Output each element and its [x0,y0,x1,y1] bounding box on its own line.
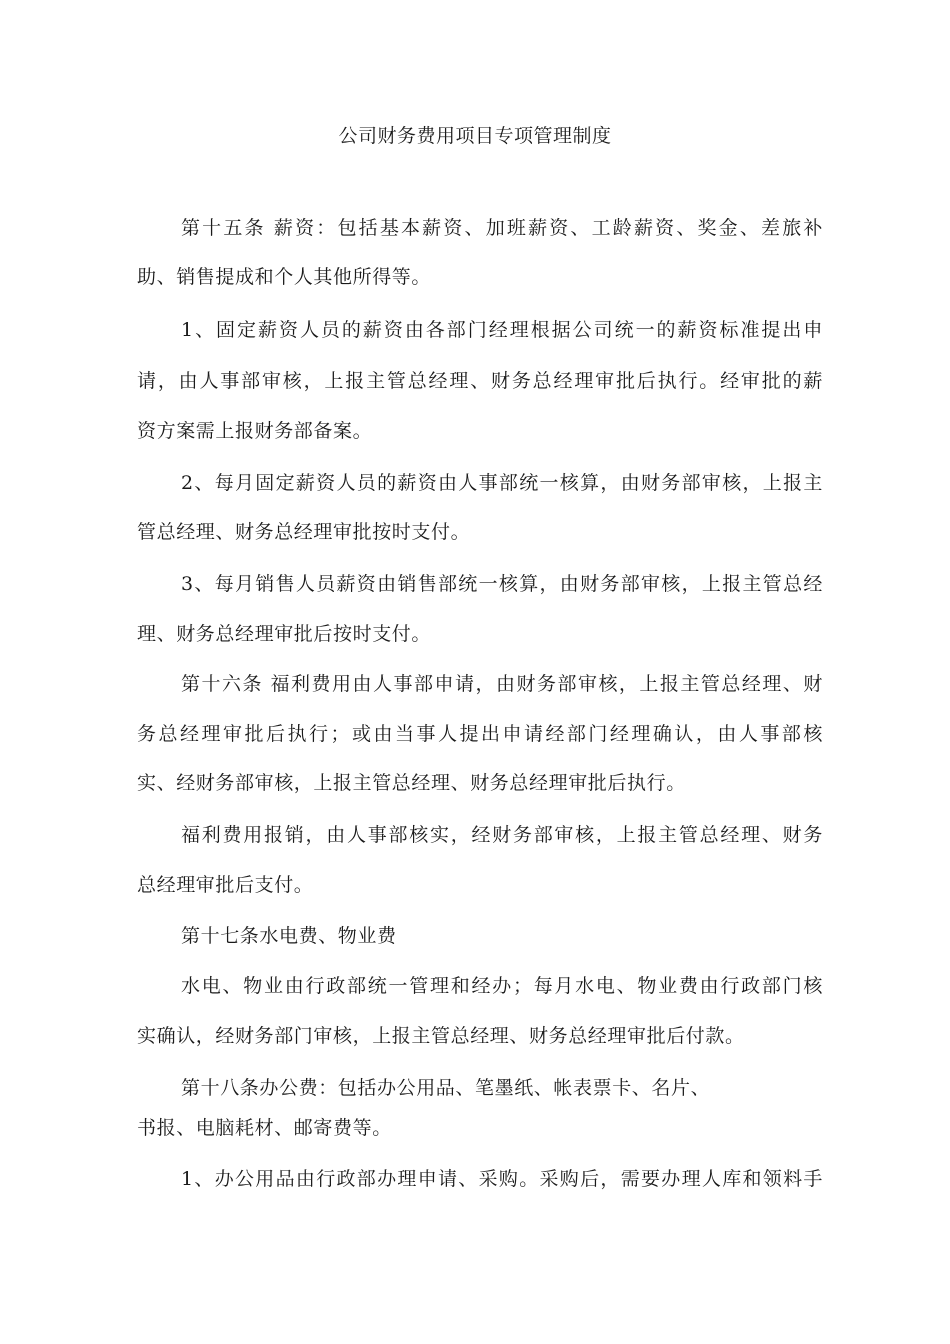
paragraph-line: 助、销售提成和个人其他所得等。 [137,266,432,288]
paragraph-line: 实、经财务部审核，上报主管总经理、财务总经理审批后执行。 [137,772,686,794]
paragraph-line: 1、固定薪资人员的薪资由各部门经理根据公司统一的薪资标准提出申 [181,319,823,341]
paragraph-line: 第十五条 薪资：包括基本薪资、加班薪资、工龄薪资、奖金、差旅补 [181,217,823,239]
paragraph-line: 实确认，经财务部门审核，上报主管总经理、财务总经理审批后付款。 [137,1025,745,1047]
paragraph-line: 请，由人事部审核，上报主管总经理、财务总经理审批后执行。经审批的薪 [137,370,823,392]
paragraph-line: 资方案需上报财务部备案。 [137,420,373,442]
paragraph-line: 总经理审批后支付。 [137,874,314,896]
paragraph-line: 1、办公用品由行政部办理申请、采购。采购后，需要办理人库和领料手 [181,1168,823,1190]
paragraph-line: 务总经理审批后执行；或由当事人提出申请经部门经理确认，由人事部核 [137,723,823,745]
paragraph-line: 第十八条办公费：包括办公用品、笔墨纸、帐表票卡、名片、 [181,1077,711,1099]
paragraph-line: 2、每月固定薪资人员的薪资由人事部统一核算，由财务部审核，上报主 [181,472,823,494]
section-heading: 第十七条水电费、物业费 [181,925,397,947]
paragraph-line: 管总经理、财务总经理审批按时支付。 [137,521,471,543]
paragraph-line: 第十六条 福利费用由人事部申请，由财务部审核，上报主管总经理、财 [181,673,823,695]
paragraph-line: 3、每月销售人员薪资由销售部统一核算，由财务部审核，上报主管总经 [181,573,823,595]
paragraph-line: 福利费用报销，由人事部核实，经财务部审核，上报主管总经理、财务 [181,824,823,846]
paragraph-line: 水电、物业由行政部统一管理和经办；每月水电、物业费由行政部门核 [181,975,823,997]
paragraph-line: 书报、电脑耗材、邮寄费等。 [137,1117,392,1139]
paragraph-line: 理、财务总经理审批后按时支付。 [137,623,432,645]
document-title: 公司财务费用项目专项管理制度 [338,125,612,147]
